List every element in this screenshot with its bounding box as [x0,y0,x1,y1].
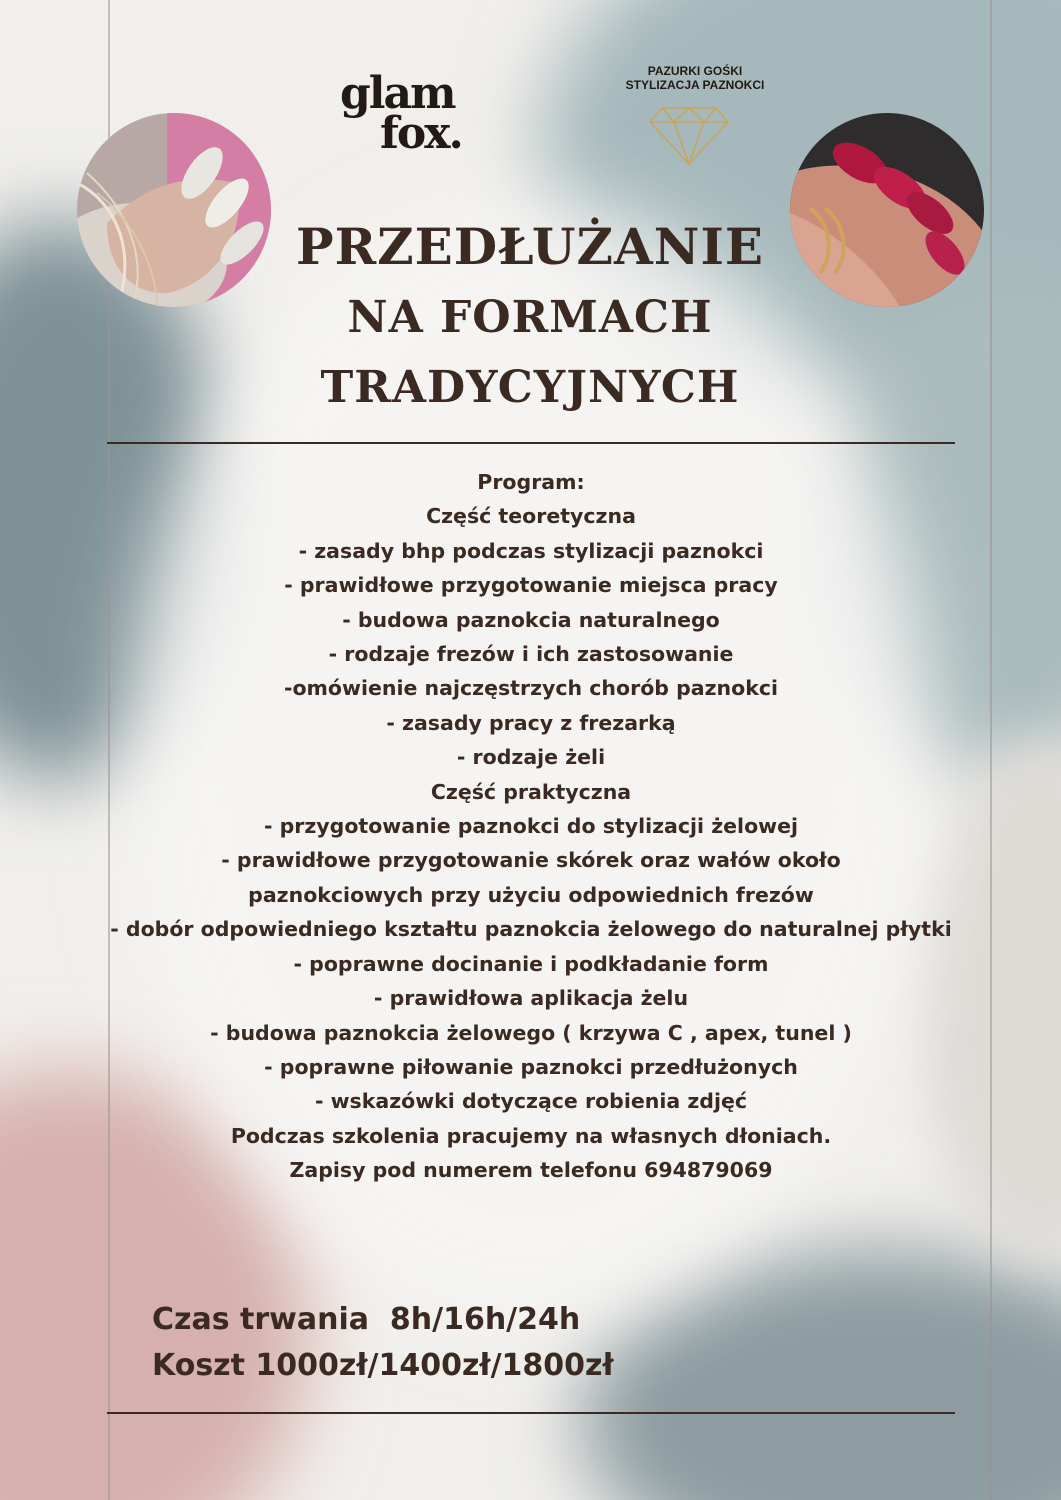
list-item: - zasady bhp podczas stylizacji paznokci [298,538,764,563]
pazurki-name: PAZURKI GOŚKI [647,64,743,78]
list-item: -omówienie najczęstrzych chorób paznokci [283,676,779,701]
program-heading: Program: [477,470,585,494]
list-item: - dobór odpowiedniego kształtu paznokcia żelowego do naturalnej płytki [110,917,952,942]
glam-fox-logo: glam fox. [340,68,462,159]
list-item: - budowa paznokcia naturalnego [342,607,720,632]
diamond-icon [648,104,730,166]
nails-photo-left [77,113,271,307]
practice-heading: Część praktyczna [430,779,632,804]
program-note: Podczas szkolenia pracujemy na własnych dłoniach. [230,1123,832,1148]
divider-bottom [107,1412,955,1414]
signup-phone: Zapisy pod numerem telefonu 694879069 [289,1158,773,1183]
theory-heading: Część teoretyczna [426,504,636,529]
pazurki-tagline: STYLIZACJA PAZNOKCI [625,78,765,92]
nails-photo-right [790,113,984,307]
list-item: - rodzaje żeli [456,745,606,770]
list-item: - poprawne piłowanie paznokci przedłużonych [264,1054,798,1079]
list-item: - poprawne docinanie i podkładanie form [293,951,769,976]
duration-info: Czas trwania 8h/16h/24h [152,1302,581,1337]
list-item: - wskazówki dotyczące robienia zdjęć [314,1089,748,1114]
title-line-2: NA FORMACH [347,292,713,343]
list-item: - prawidłowe przygotowanie skórek oraz wałów około paznokciowych przy użyciu odpowiednich frezów [221,848,841,907]
cost-info: Koszt 1000zł/1400zł/1800zł [152,1348,614,1383]
pazurki-goski-logo [590,64,800,92]
list-item: - przygotowanie paznokci do stylizacji żelowej [263,814,799,839]
list-item: - budowa paznokcia żelowego ( krzywa C , apex, tunel ) [210,1020,852,1045]
program-section [107,465,955,1188]
divider-top [107,442,955,444]
list-item: - rodzaje frezów i ich zastosowanie [328,642,734,667]
title-line-1: PRZEDŁUŻANIE [296,217,764,276]
list-item: - prawidłowa aplikacja żelu [373,986,689,1011]
frame-line-right [990,0,992,1500]
list-item: - prawidłowe przygotowanie miejsca pracy [284,573,778,598]
list-item: - zasady pracy z frezarką [386,710,676,735]
title-line-3: TRADYCYJNYCH [320,362,740,413]
